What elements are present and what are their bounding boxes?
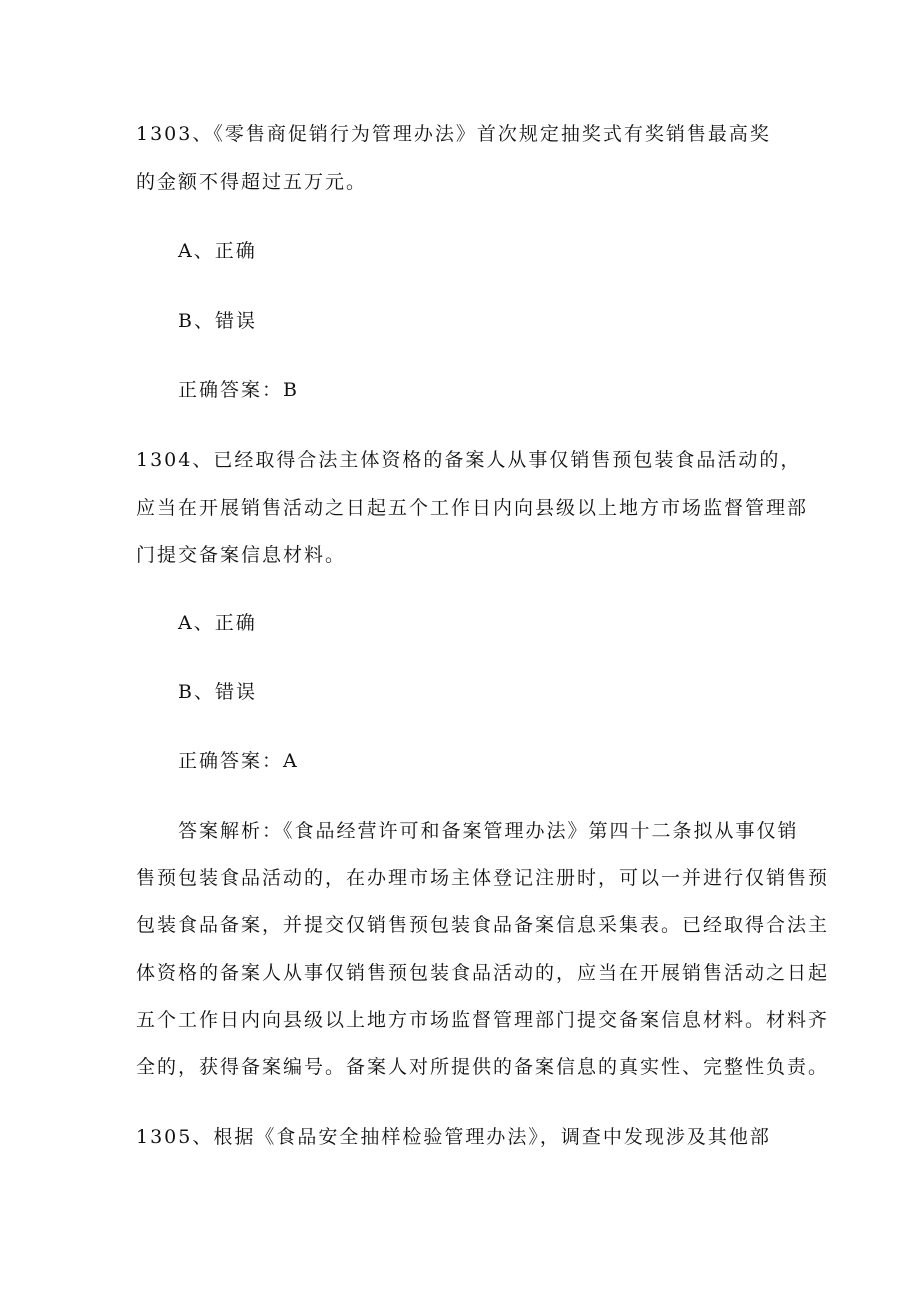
question-1304-answer: 正确答案：A	[178, 750, 299, 772]
question-1303-option-a: A、正确	[178, 240, 257, 262]
question-1304-analysis-line-5: 五个工作日内向县级以上地方市场监督管理部门提交备案信息材料。材料齐	[136, 1009, 830, 1031]
question-1304-stem-line-3: 门提交备案信息材料。	[136, 544, 347, 566]
question-1304-analysis-line-2: 售预包装食品活动的，在办理市场主体登记注册时，可以一并进行仅销售预	[136, 867, 830, 889]
question-1303-answer: 正确答案：B	[178, 379, 299, 401]
question-1305-stem-line-1: 1305、根据《食品安全抽样检验管理办法》，调查中发现涉及其他部	[136, 1126, 771, 1148]
question-1304-stem-line-1: 1304、已经取得合法主体资格的备案人从事仅销售预包装食品活动的，	[136, 449, 802, 471]
question-1304-option-b: B、错误	[178, 681, 257, 703]
question-1303-stem-line-2: 的金额不得超过五万元。	[136, 171, 368, 193]
question-1304-option-a: A、正确	[178, 612, 257, 634]
question-1304-analysis-line-1: 答案解析：《食品经营许可和备案管理办法》第四十二条拟从事仅销	[178, 820, 799, 842]
question-1304-analysis-line-4: 体资格的备案人从事仅销售预包装食品活动的，应当在开展销售活动之日起	[136, 962, 830, 984]
question-1304-analysis-line-3: 包装食品备案，并提交仅销售预包装食品备案信息采集表。已经取得合法主	[136, 914, 830, 936]
question-1303-option-b: B、错误	[178, 310, 257, 332]
question-1304-analysis-line-6: 全的，获得备案编号。备案人对所提供的备案信息的真实性、完整性负责。	[136, 1056, 830, 1078]
question-1304-stem-line-2: 应当在开展销售活动之日起五个工作日内向县级以上地方市场监督管理部	[136, 497, 809, 519]
question-1303-stem-line-1: 1303、《零售商促销行为管理办法》首次规定抽奖式有奖销售最高奖	[136, 123, 771, 145]
